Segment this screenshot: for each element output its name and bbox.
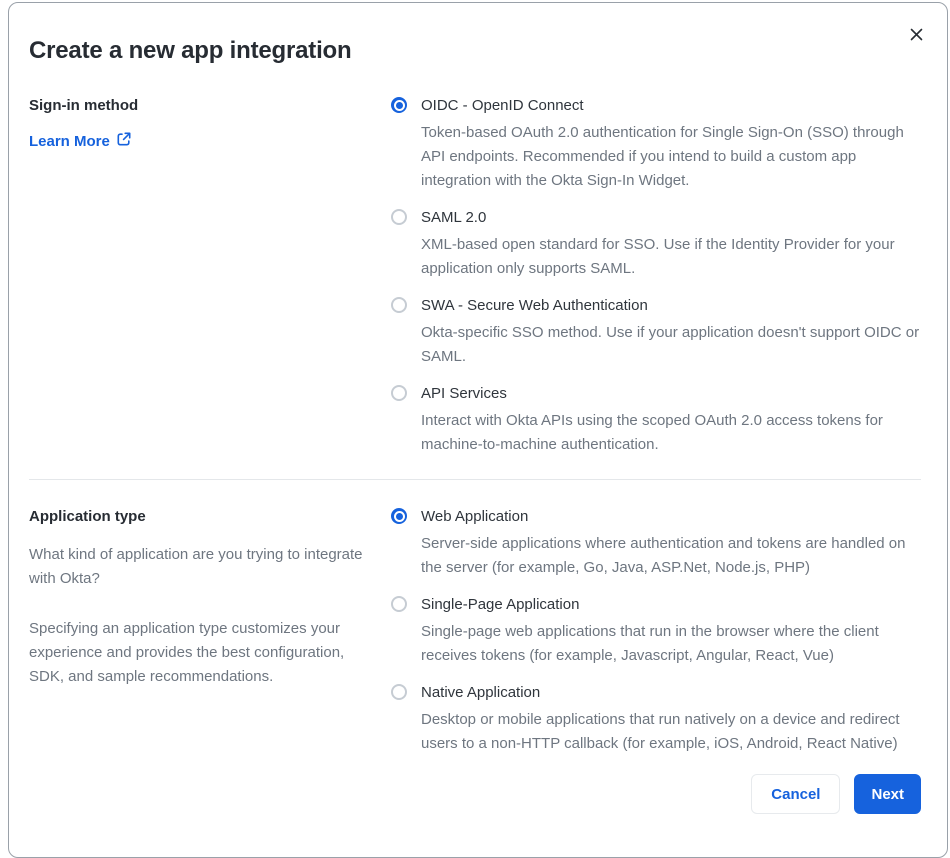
radio-option xyxy=(391,684,921,756)
radio-option-description: Interact with Okta APIs using the scoped OAuth 2.0 access tokens for machine-to-machine authentication. xyxy=(421,412,883,453)
page-title: Create a new app integration xyxy=(29,37,352,64)
radio-option-text xyxy=(421,297,921,369)
radio-button-unselected[interactable] xyxy=(391,297,407,313)
radio-option-description: Server-side applications where authentication and tokens are handled on the server (for example, Go, Java, ASP.Net, Node.js, PHP) xyxy=(421,535,906,576)
application-type-heading: Application type xyxy=(29,508,146,525)
application-type-options xyxy=(391,508,921,756)
application-type-section xyxy=(29,508,921,756)
radio-option-description: XML-based open standard for SSO. Use if the Identity Provider for your application only supports SAML. xyxy=(421,236,895,277)
radio-option-description: Desktop or mobile applications that run natively on a device and redirect users to a non-HTTP callback (for example, iOS, Android, React Native) xyxy=(421,711,900,752)
radio-button-unselected[interactable] xyxy=(391,385,407,401)
radio-option-label[interactable]: Native Application xyxy=(421,684,541,701)
radio-option xyxy=(391,97,921,193)
radio-button-unselected[interactable] xyxy=(391,209,407,225)
radio-option xyxy=(391,385,921,457)
cancel-button[interactable]: Cancel xyxy=(751,774,840,814)
application-type-paragraph-2: Specifying an application type customizes your experience and provides the best configuration, SDK, and sample recommendations. xyxy=(29,620,345,685)
radio-button-unselected[interactable] xyxy=(391,596,407,612)
radio-option-text xyxy=(421,596,921,668)
radio-option-label[interactable]: Web Application xyxy=(421,508,529,525)
create-app-integration-dialog xyxy=(8,2,948,858)
learn-more-link[interactable] xyxy=(29,132,131,150)
radio-option-text xyxy=(421,385,921,457)
radio-option-label[interactable]: API Services xyxy=(421,385,507,402)
radio-option xyxy=(391,508,921,580)
radio-option-description: Single-page web applications that run in the browser where the client receives tokens (for example, Javascript, Angular, React, Vue) xyxy=(421,623,879,664)
radio-option-text xyxy=(421,209,921,281)
application-type-paragraph-1: What kind of application are you trying to integrate with Okta? xyxy=(29,546,363,587)
section-divider xyxy=(29,479,921,480)
signin-method-section xyxy=(29,97,921,457)
application-type-left-column xyxy=(29,508,369,756)
radio-option-text xyxy=(421,508,921,580)
learn-more-label: Learn More xyxy=(29,132,110,150)
radio-option-description: Token-based OAuth 2.0 authentication for Single Sign-On (SSO) through API endpoints. Recommended if you intend to build a custom app integration with the Okta Sign-In Widget. xyxy=(421,124,904,189)
radio-option-text xyxy=(421,684,921,756)
radio-option-label[interactable]: SWA - Secure Web Authentication xyxy=(421,297,648,314)
next-button[interactable]: Next xyxy=(854,774,921,814)
dialog-footer xyxy=(29,774,921,838)
radio-button-unselected[interactable] xyxy=(391,684,407,700)
radio-option-label[interactable]: Single-Page Application xyxy=(421,596,580,613)
external-link-icon xyxy=(117,132,131,150)
signin-method-left-column xyxy=(29,97,369,457)
radio-option xyxy=(391,297,921,369)
radio-option-text xyxy=(421,97,921,193)
signin-method-heading: Sign-in method xyxy=(29,97,139,114)
radio-option-label[interactable]: SAML 2.0 xyxy=(421,209,487,226)
radio-option-description: Okta-specific SSO method. Use if your application doesn't support OIDC or SAML. xyxy=(421,324,920,365)
radio-button-selected[interactable] xyxy=(391,97,407,113)
radio-option xyxy=(391,596,921,668)
signin-method-options xyxy=(391,97,921,457)
radio-option-label[interactable]: OIDC - OpenID Connect xyxy=(421,97,584,114)
radio-button-selected[interactable] xyxy=(391,508,407,524)
radio-option xyxy=(391,209,921,281)
